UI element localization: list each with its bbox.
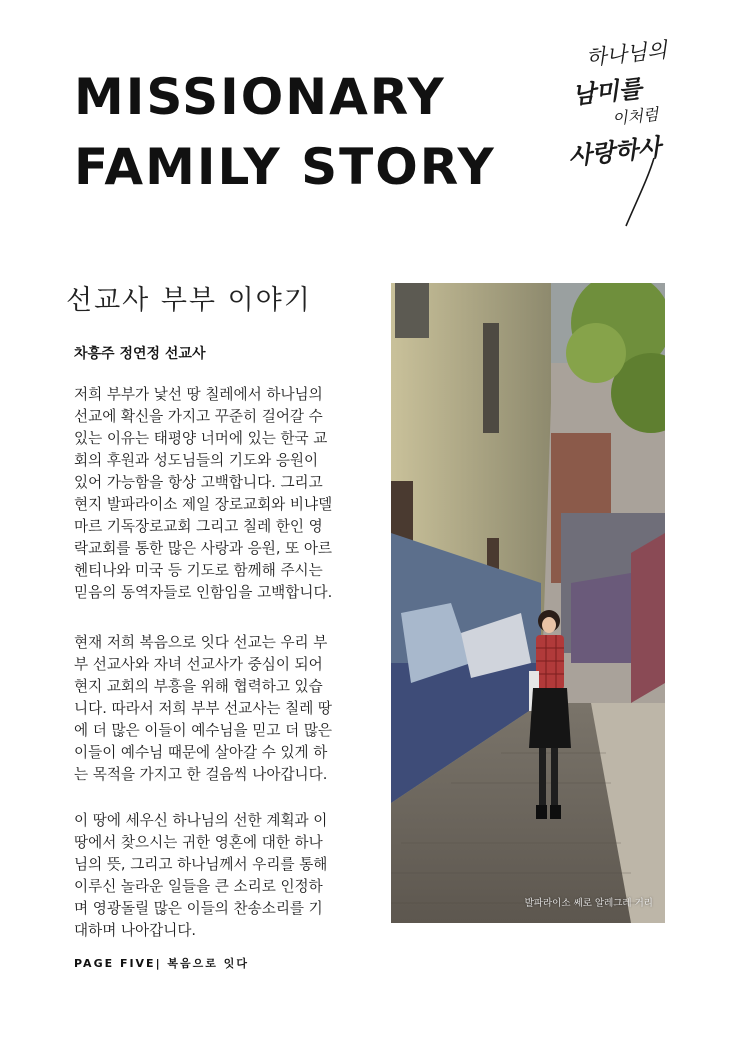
title-line-2: FAMILY STORY [74, 138, 496, 196]
paragraph-line: 니다. 따라서 저희 부부 선교사는 칠레 땅 [74, 700, 333, 717]
paragraph-line: 락교회를 통한 많은 사랑과 응원, 또 아르 [74, 540, 333, 557]
paragraph-line: 부 선교사와 자녀 선교사가 중심이 되어 [74, 656, 323, 673]
article-author: 차흥주 정연정 선교사 [74, 346, 206, 362]
paragraph-line: 이들이 예수님 때문에 살아갈 수 있게 하 [74, 744, 328, 761]
paragraph-line: 이 땅에 세우신 하나님의 선한 계획과 이 [74, 812, 328, 829]
paragraph-line: 믿음의 동역자들로 인함임을 고백합니다. [74, 584, 333, 601]
title-line-1: MISSIONARY [74, 68, 446, 126]
street-photo [391, 283, 665, 923]
paragraph-line: 대하며 나아갑니다. [74, 922, 197, 939]
calligraphy-line-4: 사랑하사 [566, 132, 663, 171]
paragraph-line: 선교에 확신을 가지고 꾸준히 걸어갈 수 [74, 408, 323, 425]
page-title [74, 62, 496, 202]
paragraph-line: 님의 뜻, 그리고 하나님께서 우리를 통해 [74, 856, 328, 873]
paragraph-line: 저희 부부가 낯선 땅 칠레에서 하나님의 [74, 386, 323, 403]
paragraph-line: 현재 저희 복음으로 잇다 선교는 우리 부 [74, 634, 328, 651]
paragraph-line: 이루신 놀라운 일들을 큰 소리로 인정하 [74, 878, 323, 895]
paragraph-line: 마르 기독장로교회 그리고 칠레 한인 영 [74, 518, 323, 535]
calligraphy-line-2: 남미를 [570, 73, 644, 110]
paragraph-1 [74, 384, 358, 604]
calligraphy-line-1: 하나님의 [585, 37, 669, 71]
paragraph-line: 있는 이유는 태평양 너머에 있는 한국 교 [74, 430, 328, 447]
paragraph-2 [74, 632, 358, 786]
calligraphy-line-3: 이처럼 [611, 104, 660, 129]
paragraph-line: 현지 교회의 부흥을 위해 협력하고 있습 [74, 678, 323, 695]
paragraph-line: 헨티나와 미국 등 기도로 함께해 주시는 [74, 562, 323, 579]
paragraph-line: 현지 발파라이소 제일 장로교회와 비냐델 [74, 496, 333, 513]
street-photo-illustration [391, 283, 665, 923]
paragraph-3 [74, 810, 358, 942]
paragraph-line: 회의 후원과 성도님들의 기도와 응원이 [74, 452, 319, 469]
paragraph-line: 있어 가능함을 항상 고백합니다. 그리고 [74, 474, 323, 491]
paragraph-line: 땅에서 찾으시는 귀한 영혼에 대한 하나 [74, 834, 323, 851]
article-heading: 선교사 부부 이야기 [66, 285, 312, 316]
paragraph-line: 에 더 많은 이들이 예수님을 믿고 더 많은 [74, 722, 333, 739]
calligraphy-logo [568, 38, 688, 228]
paragraph-line: 는 목적을 가지고 한 걸음씩 나아갑니다. [74, 766, 328, 783]
paragraph-line: 며 영광돌릴 많은 이들의 찬송소리를 기 [74, 900, 323, 917]
photo-caption: 발파라이소 쎄로 알레그레 거리 [524, 898, 653, 909]
calligraphy-stroke [568, 38, 688, 228]
page-footer: PAGE FIVE| 복음으로 잇다 [74, 957, 250, 970]
